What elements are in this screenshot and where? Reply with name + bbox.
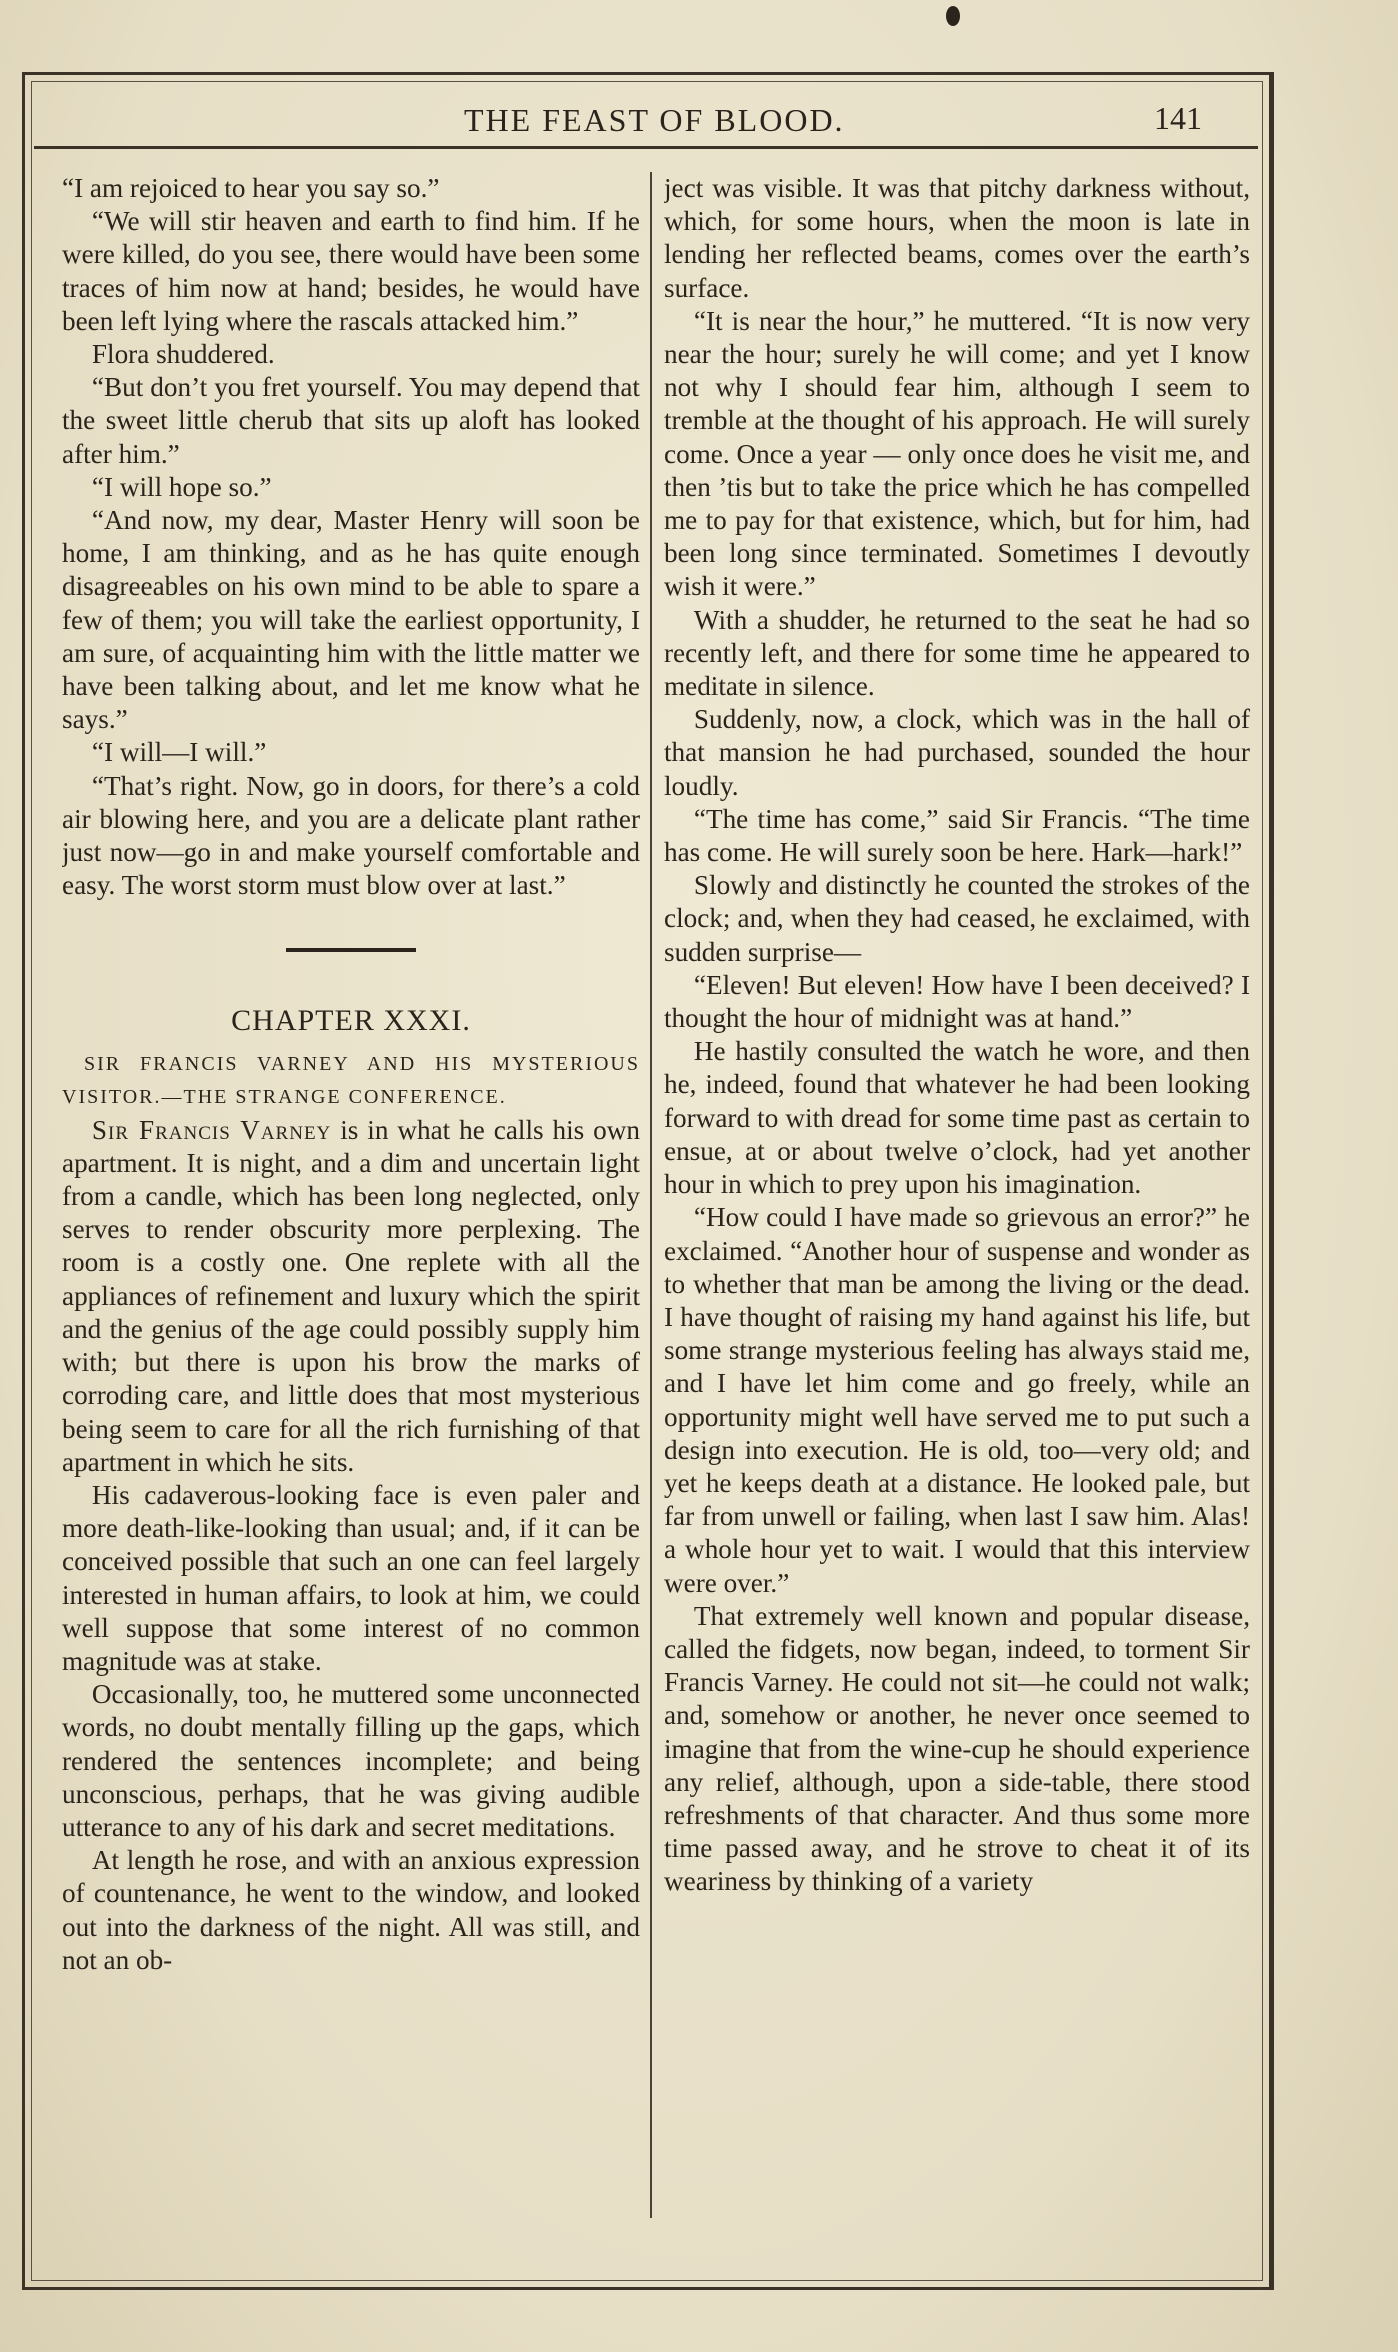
paragraph: “I will hope so.” bbox=[91, 471, 272, 502]
chapter-subtitle: SIR FRANCIS VARNEY AND HIS MYSTERIOUS VISITOR.—THE STRANGE CONFERENCE. bbox=[62, 1052, 640, 1108]
paragraph: “That’s right. Now, go in doors, for there’s a cold air blowing here, and you are a delicate plant rather just now—go in and make yourself comfortable and easy. The worst storm must blow over at last.” bbox=[62, 770, 640, 901]
paragraph: “I will—I will.” bbox=[91, 737, 267, 768]
opening-text: is in what he calls his own apartment. It is night, and a dim and uncertain light from a candle, which has been long neglected, only serves to render obscurity more perplexing. The room is a costly one. One replete with all the appliances of refinement and luxury which the spirit and the genius of the age could possibly supply him with; but there is upon his brow the marks of corroding care, and little does that most mysterious being seem to care for all the rich furnishing of that apartment in which he sits. bbox=[62, 1114, 640, 1477]
paragraph: “And now, my dear, Master Henry will soon be home, I am thinking, and as he has quite enough disagreeables on his own mind to be able to spare a few of them; you will take the earliest opportunity, I am sure, of acquainting him with the little matter we have been talking about, and let me know what he says.” bbox=[62, 505, 640, 735]
paragraph: “Eleven! But eleven! How have I been deceived? I thought the hour of midnight was at hand.” bbox=[664, 969, 1250, 1034]
paragraph: Flora shuddered. bbox=[91, 339, 275, 370]
right-column bbox=[664, 172, 1250, 2232]
paragraph: “It is near the hour,” he muttered. “It is now very near the hour; surely he will come; and yet I know not why I should fear him, although I seem to tremble at the thought of his approach. He will surely come. Once a year — only once does he visit me, and then ’tis but to take the price which he has compelled me to pay for that existence, which, but for him, had been long since terminated. Sometimes I devoutly wish it were.” bbox=[664, 305, 1250, 602]
paragraph: “But don’t you fret yourself. You may depend that the sweet little cherub that sits up aloft has looked after him.” bbox=[62, 372, 640, 469]
chapter-opening-paragraph bbox=[62, 1114, 640, 1479]
chapter-title: CHAPTER XXXI. bbox=[231, 1004, 471, 1038]
paragraph: That extremely well known and popular disease, called the fidgets, now began, indeed, to torment Sir Francis Varney. He could not sit—he could not walk; and, somehow or another, he never once seemed to imagine that from the wine-cup he should experience any relief, although, upon a side-table, there stood refreshments of that character. And thus some more time passed away, and he strove to cheat it of its weariness by thinking of a variety bbox=[664, 1600, 1250, 1897]
paragraph: Occasionally, too, he muttered some unconnected words, no doubt mentally filling up the gaps, which rendered the sentences incomplete; and being unconscious, perhaps, that he was giving audible utterance to any of his dark and secret meditations. bbox=[62, 1679, 640, 1842]
paragraph: His cadaverous-looking face is even paler and more death-like-looking than usual; and, if it can be conceived possible that such an one can feel largely interested in human affairs, to look at him, we could well suppose that some interest of no common magnitude was at stake. bbox=[62, 1479, 640, 1676]
paragraph: “We will stir heaven and earth to find him. If he were killed, do you see, there would have been some traces of him now at hand; besides, he would have been left lying where the rascals attacked him.” bbox=[62, 206, 640, 336]
page-header bbox=[34, 96, 1258, 149]
left-column bbox=[62, 172, 640, 2232]
opening-smallcaps: Sir Francis Varney bbox=[91, 1114, 332, 1145]
column-divider bbox=[650, 172, 652, 2218]
paragraph: At length he rose, and with an anxious expression of countenance, he went to the window, and looked out into the darkness of the night. All was still, and not an ob- bbox=[62, 1845, 640, 1975]
paragraph: Suddenly, now, a clock, which was in the hall of that mansion he had purchased, sounded the hour loudly. bbox=[664, 704, 1250, 801]
running-title: THE FEAST OF BLOOD. bbox=[464, 102, 845, 138]
ink-speck bbox=[946, 6, 960, 26]
paragraph: “The time has come,” said Sir Francis. “The time has come. He will surely soon be here. Hark—hark!” bbox=[664, 803, 1250, 868]
paragraph: ject was visible. It was that pitchy darkness without, which, for some hours, when the moon is late in lending her reflected beams, comes over the earth’s surface. bbox=[664, 173, 1250, 303]
page-number: 141 bbox=[1154, 100, 1202, 136]
paragraph: Slowly and distinctly he counted the strokes of the clock; and, when they had ceased, he exclaimed, with sudden surprise— bbox=[664, 870, 1250, 967]
paragraph: With a shudder, he returned to the seat he had so recently left, and there for some time he appeared to meditate in silence. bbox=[664, 604, 1250, 702]
paragraph: He hastily consulted the watch he wore, and then he, indeed, found that whatever he had been looking forward to with dread for some time past as certain to ensue, at or about twelve o’clock, had yet another hour in which to prey upon his imagination. bbox=[664, 1036, 1250, 1200]
paragraph: “How could I have made so grievous an error?” he exclaimed. “Another hour of suspense and wonder as to whether that man be among the living or the dead. I have thought of raising my hand against his life, but some strange mysterious feeling has always staid me, and I have let him come and go freely, while an opportunity might well have served me to put such a design into execution. He is old, too—very old; and yet he keeps death at a distance. He looked pale, but far from unwell or failing, when last I saw him. Alas! a whole hour yet to wait. I would that this interview were over.” bbox=[664, 1202, 1250, 1598]
section-rule bbox=[286, 948, 416, 952]
paragraph: “I am rejoiced to hear you say so.” bbox=[62, 173, 440, 203]
